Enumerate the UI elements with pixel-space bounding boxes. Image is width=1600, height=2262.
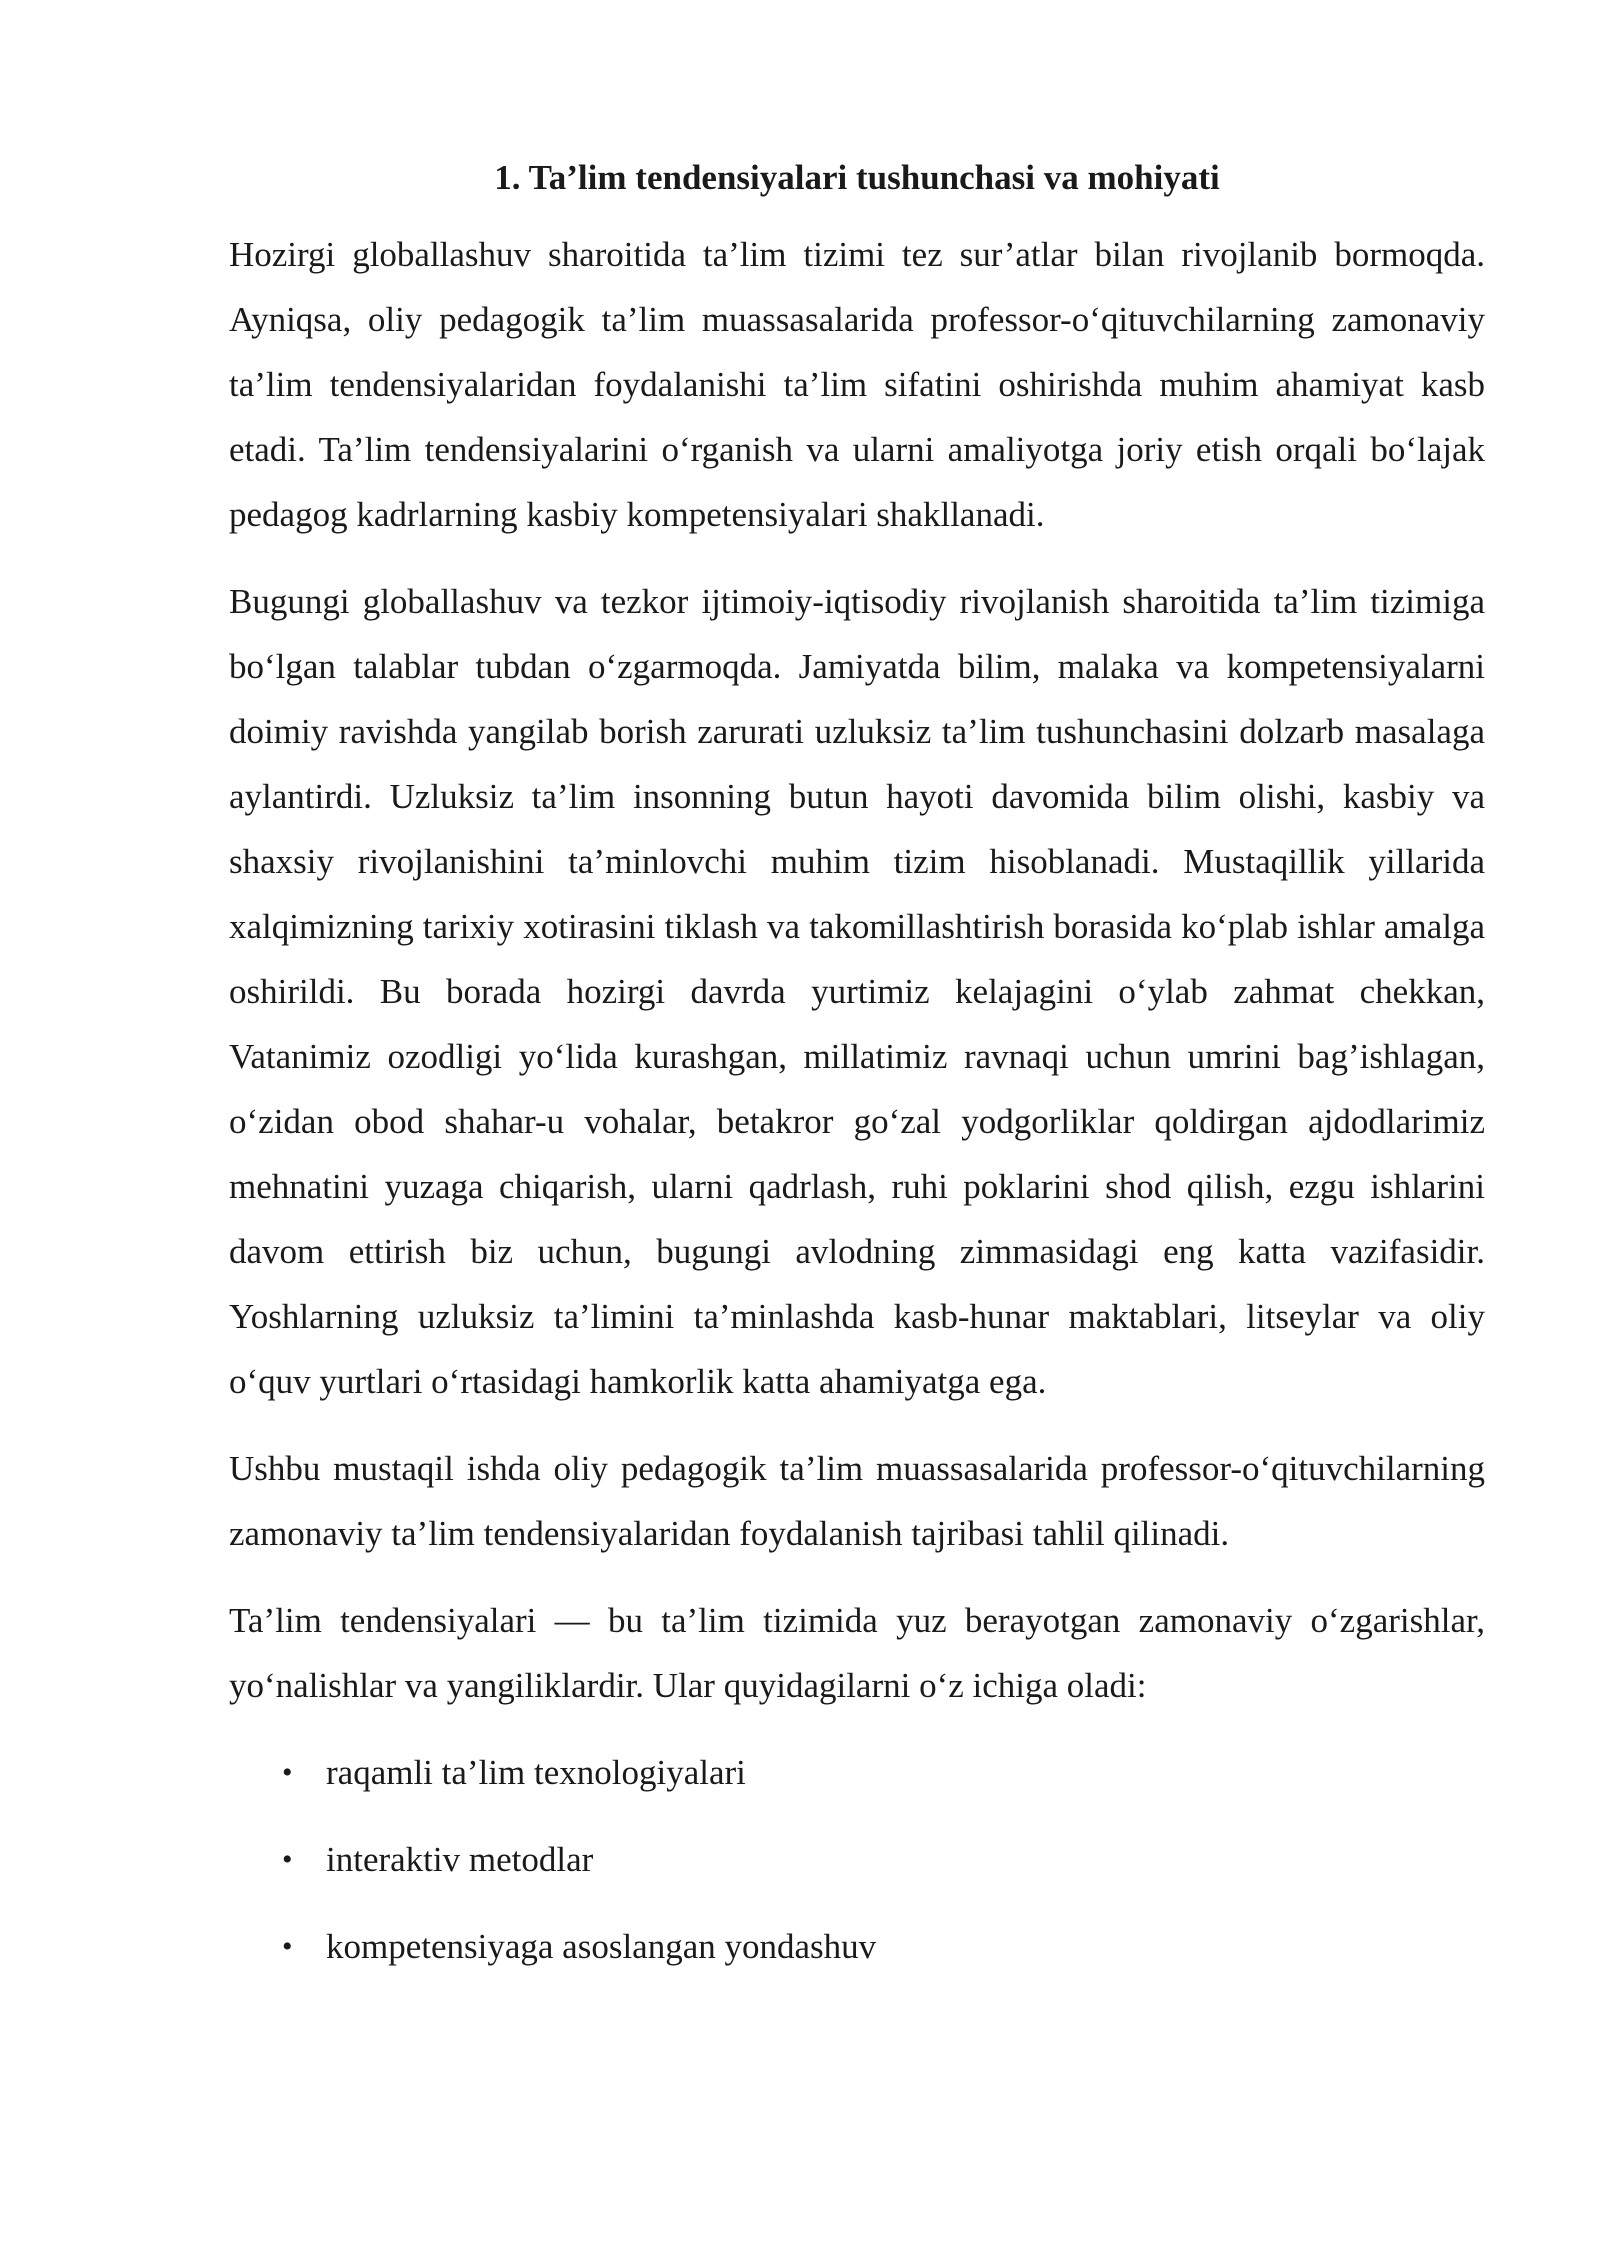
bullet-icon: • — [282, 1756, 293, 1789]
list-item — [229, 1827, 1485, 1892]
paragraph-definition: Ta’lim tendensiyalari — bu ta’lim tizimida yuz berayotgan zamonaviy o‘zgarishlar, yo‘nalishlar va yangiliklardir. Ular quyidagilarni o‘z ichiga oladi: — [229, 1601, 1485, 1705]
list-item-text: interaktiv metodlar — [326, 1840, 594, 1879]
section-heading: 1. Ta’lim tendensiyalari tushunchasi va mohiyati — [494, 158, 1220, 197]
paragraph-intro: Hozirgi globallashuv sharoitida ta’lim tizimi tez sur’atlar bilan rivojlanib bormoqda. Ayniqsa, oliy pedagogik ta’lim muassasalarida professor-o‘qituvchilarning zamonaviy ta’lim tendensiyalaridan foydalanishi ta’lim sifatini oshirishda muhim ahamiyat kasb etadi. Ta’lim tendensiyalarini o‘rganish va ularni amaliyotga joriy etish orqali bo‘lajak pedagog kadrlarning kasbiy kompetensiyalari shakllanadi. — [229, 235, 1485, 534]
paragraph-continuous-education: Bugungi globallashuv va tezkor ijtimoiy-iqtisodiy rivojlanish sharoitida ta’lim tizimiga bo‘lgan talablar tubdan o‘zgarmoqda. Jamiyatda bilim, malaka va kompetensiyalarni doimiy ravishda yangilab borish zarurati uzluksiz ta’lim tushunchasini dolzarb masalaga aylantirdi. Uzluksiz ta’lim insonning butun hayoti davomida bilim olishi, kasbiy va shaxsiy rivojlanishini ta’minlovchi muhim tizim hisoblanadi. Mustaqillik yillarida xalqimizning tarixiy xotirasini tiklash va takomillashtirish borasida ko‘plab ishlar amalga oshirildi. Bu borada hozirgi davrda yurtimiz kelajagini o‘ylab zahmat chekkan, Vatanimiz ozodligi yo‘lida kurashgan, millatimiz ravnaqi uchun umrini bag’ishlagan, o‘zidan obod shahar-u vohalar, betakror go‘zal yodgorliklar qoldirgan ajdodlarimiz mehnatini yuzaga chiqarish, ularni qadrlash, ruhi poklarini shod qilish, ezgu ishlarini davom ettirish biz uchun, bugungi avlodning zimmasidagi eng katta vazifasidir. Yoshlarning uzluksiz ta’limini ta’minlashda kasb-hunar maktablari, litseylar va oliy o‘quv yurtlari o‘rtasidagi hamkorlik katta ahamiyatga ega. — [229, 582, 1485, 1401]
bullet-icon: • — [282, 1930, 293, 1963]
bullet-icon: • — [282, 1843, 293, 1876]
list-item-text: raqamli ta’lim texnologiyalari — [326, 1753, 746, 1792]
trend-list — [229, 1740, 1485, 1979]
list-item-text: kompetensiyaga asoslangan yondashuv — [326, 1927, 877, 1966]
document-page — [229, 148, 1485, 2001]
paragraph-purpose: Ushbu mustaqil ishda oliy pedagogik ta’lim muassasalarida professor-o‘qituvchilarning zamonaviy ta’lim tendensiyalaridan foydalanish tajribasi tahlil qilinadi. — [229, 1449, 1485, 1553]
list-item — [229, 1740, 1485, 1805]
list-item — [229, 1914, 1485, 1979]
